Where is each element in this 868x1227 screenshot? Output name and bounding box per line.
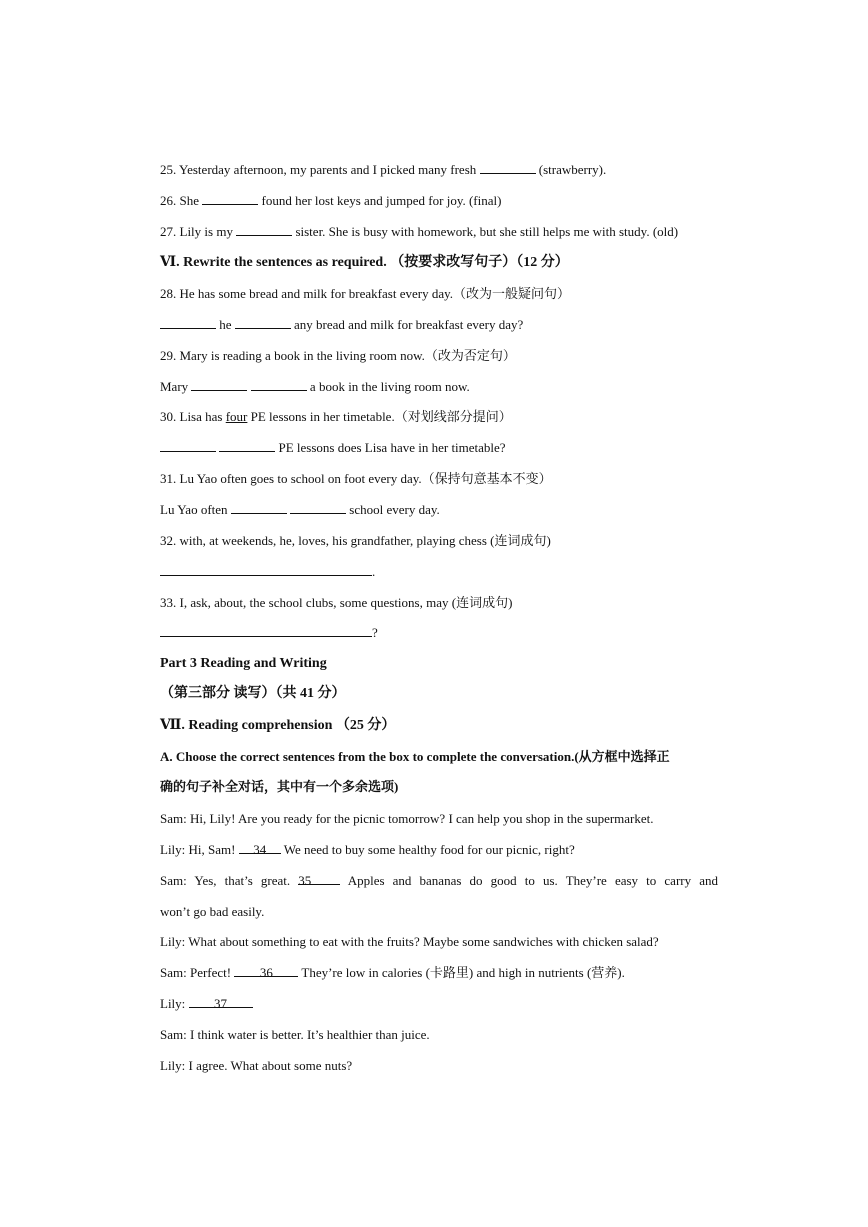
section-7-heading: Ⅶ. Reading comprehension （25 分） xyxy=(160,718,396,733)
answer-blank-35[interactable]: 35 xyxy=(298,871,340,885)
question-28-prompt: 28. He has some bread and milk for breakfast every day.（改为一般疑问句） xyxy=(160,286,570,301)
answer-blank[interactable] xyxy=(191,377,247,391)
part-3-subheading: （第三部分 读写）（共 41 分） xyxy=(160,686,346,701)
question-32-answer: . xyxy=(160,562,718,582)
section-a-instruction: A. Choose the correct sentences from the box to complete the conversation.(从方框中选择正 xyxy=(160,749,670,764)
answer-blank[interactable] xyxy=(219,438,275,452)
answer-blank[interactable] xyxy=(251,377,307,391)
answer-line[interactable] xyxy=(160,623,372,637)
question-32-prompt: 32. with, at weekends, he, loves, his grandfather, playing chess (连词成句) xyxy=(160,533,551,548)
dialog-line: Sam: Perfect! 36 They’re low in calories (卡路里) and high in nutrients (营养). xyxy=(160,965,625,980)
question-26: 26. She found her lost keys and jumped for joy. (final) xyxy=(160,193,502,208)
question-27: 27. Lily is my sister. She is busy with homework, but she still helps me with study. (old) xyxy=(160,224,679,239)
question-30-prompt: 30. Lisa has four PE lessons in her timetable.（对划线部分提问） xyxy=(160,409,512,424)
question-30-answer: PE lessons does Lisa have in her timetable? xyxy=(160,438,718,458)
question-31-answer: Lu Yao often school every day. xyxy=(160,502,440,517)
question-28-answer: he any bread and milk for breakfast every day? xyxy=(160,315,718,335)
part-3-heading: Part 3 Reading and Writing xyxy=(160,656,327,671)
dialog-line: Sam: Yes, that’s great. 35 Apples and bananas do good to us. They’re easy to carry and xyxy=(160,873,718,888)
question-29-prompt: 29. Mary is reading a book in the living room now.（改为否定句） xyxy=(160,348,516,363)
answer-blank-37[interactable]: 37 xyxy=(189,994,253,1008)
dialog-line: Sam: Hi, Lily! Are you ready for the picnic tomorrow? I can help you shop in the supermarket. xyxy=(160,811,654,826)
answer-blank[interactable] xyxy=(160,438,216,452)
question-29-answer: Mary a book in the living room now. xyxy=(160,379,470,394)
dialog-line: Sam: I think water is better. It’s healthier than juice. xyxy=(160,1027,430,1042)
section-6-heading: Ⅵ. Rewrite the sentences as required. （按要求改写句子）（12 分） xyxy=(160,255,569,270)
dialog-line: Lily: I agree. What about some nuts? xyxy=(160,1058,353,1073)
answer-blank-34[interactable]: 34 xyxy=(239,840,281,854)
dialog-line: Lily: What about something to eat with the fruits? Maybe some sandwiches with chicken salad? xyxy=(160,934,659,949)
question-25: 25. Yesterday afternoon, my parents and I picked many fresh (strawberry). xyxy=(160,162,607,177)
dialog-line: won’t go bad easily. xyxy=(160,904,265,919)
question-31-prompt: 31. Lu Yao often goes to school on foot every day.（保持句意基本不变） xyxy=(160,471,552,486)
underlined-word: four xyxy=(225,409,248,424)
dialog-line: Lily: Hi, Sam! 34 We need to buy some healthy food for our picnic, right? xyxy=(160,842,575,857)
answer-blank[interactable] xyxy=(235,315,291,329)
question-33-prompt: 33. I, ask, about, the school clubs, some questions, may (连词成句) xyxy=(160,595,513,610)
section-a-instruction-cont: 确的句子补全对话，其中有一个多余选项) xyxy=(160,779,399,794)
answer-blank[interactable] xyxy=(290,500,346,514)
answer-blank[interactable] xyxy=(202,191,258,205)
dialog-line: Lily: 37 xyxy=(160,994,718,1014)
answer-blank[interactable] xyxy=(236,222,292,236)
answer-blank[interactable] xyxy=(231,500,287,514)
question-33-answer: ? xyxy=(160,623,718,643)
answer-line[interactable] xyxy=(160,562,372,576)
answer-blank-36[interactable]: 36 xyxy=(234,963,298,977)
answer-blank[interactable] xyxy=(160,315,216,329)
answer-blank[interactable] xyxy=(480,160,536,174)
